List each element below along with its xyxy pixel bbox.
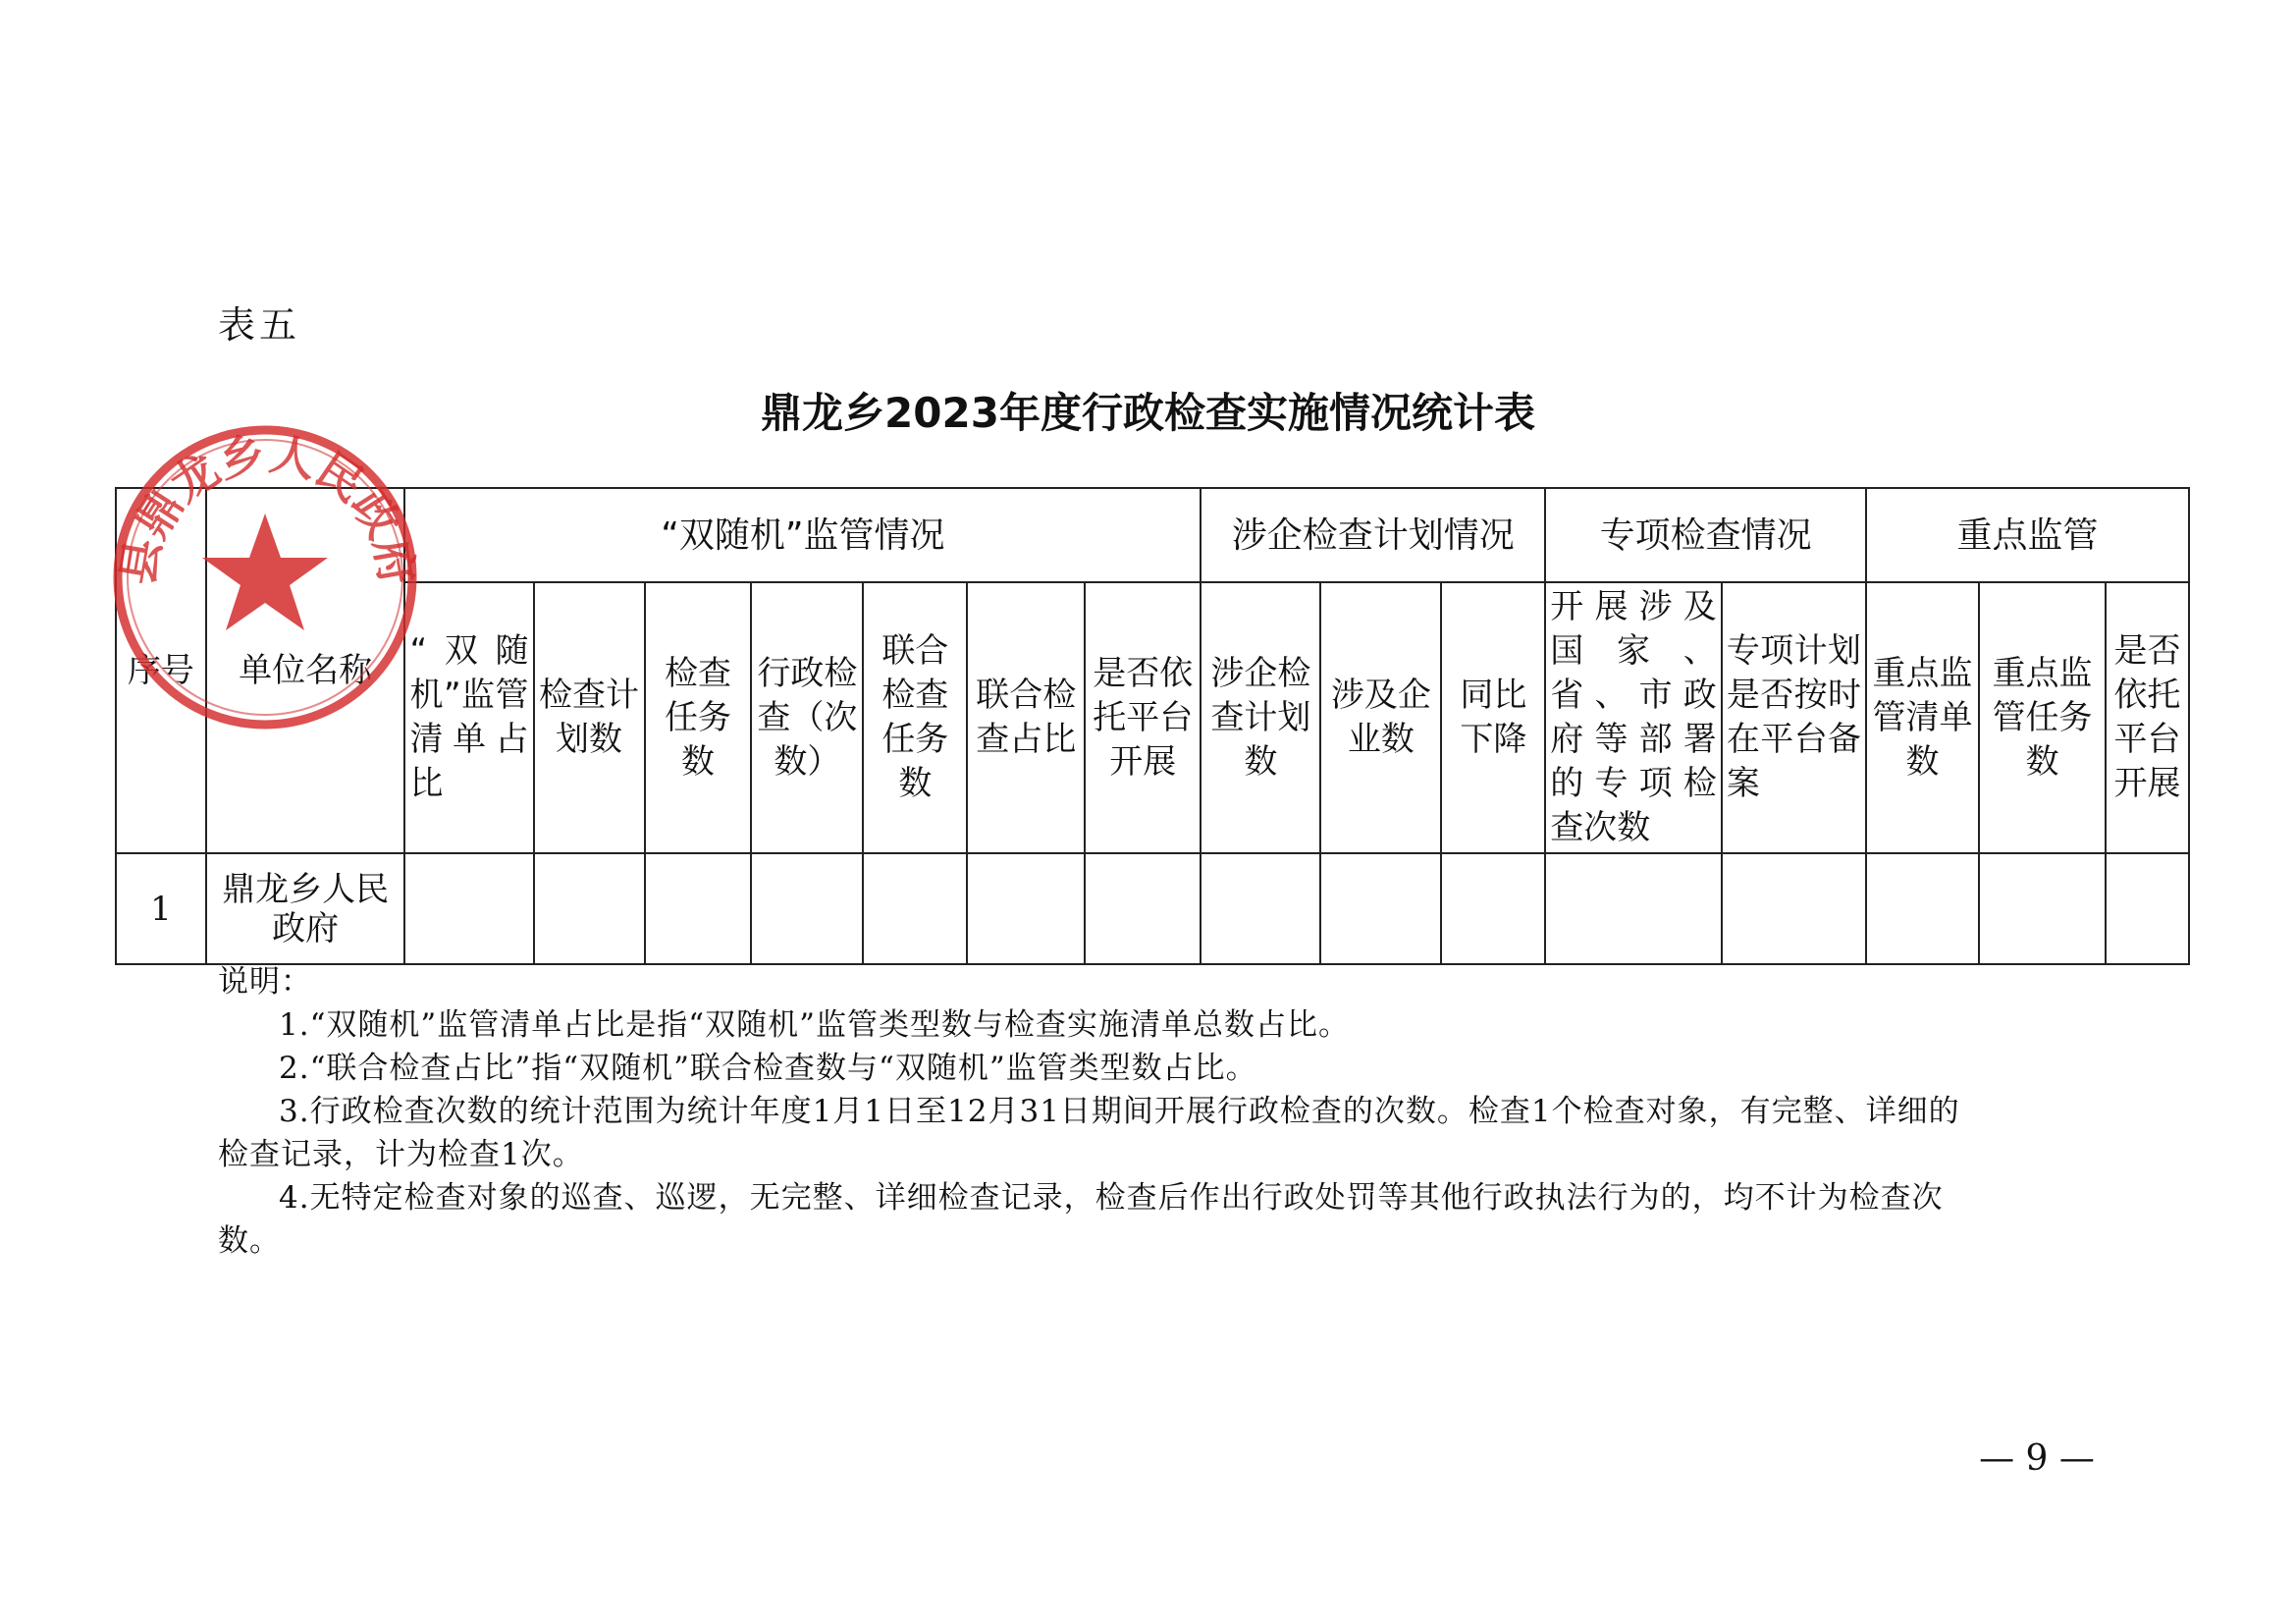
header-joint-tasks: 联合检查任务数 (863, 582, 967, 853)
header-key-task-count: 重点监管任务数 (1979, 582, 2106, 853)
note-item: 2.“联合检查占比”指“双随机”联合检查数与“双随机”监管类型数占比。 (279, 1051, 1257, 1086)
seal-text: 县鼎龙乡人民政府 (110, 426, 425, 589)
cell-joint-tasks (863, 853, 967, 964)
cell-special-filed (1722, 853, 1866, 964)
table-subheader-row (116, 582, 2189, 853)
cell-admin-inspections (751, 853, 863, 964)
header-plan-count: 检查计划数 (534, 582, 645, 853)
cell-ent-count (1320, 853, 1441, 964)
note-item: 1.“双随机”监管清单占比是指“双随机”监管类型数与检查实施清单总数占比。 (279, 1007, 1350, 1043)
header-special-filed: 专项计划是否按时在平台备案 (1722, 582, 1866, 853)
header-key-list-count: 重点监管清单数 (1866, 582, 1979, 853)
document-title: 鼎龙乡2023年度行政检查实施情况统计表 (761, 389, 1535, 437)
header-yoy-decline: 同比下降 (1441, 582, 1545, 853)
header-group-enterprise: 涉企检查计划情况 (1201, 488, 1545, 582)
cell-key-task-count (1979, 853, 2106, 964)
header-ent-plan-count: 涉企检查计划数 (1201, 582, 1320, 853)
header-special-count: 开展涉及国家、省、市政府等部署的专项检查次数 (1545, 582, 1722, 853)
header-joint-ratio: 联合检查占比 (967, 582, 1085, 853)
header-ent-count: 涉及企业数 (1320, 582, 1441, 853)
cell-special-count (1545, 853, 1722, 964)
header-group-random: “双随机”监管情况 (404, 488, 1201, 582)
header-key-platform: 是否依托平台开展 (2106, 582, 2189, 853)
header-random-list-ratio: “双随机”监管清单占比 (404, 582, 533, 853)
cell-random-platform (1085, 853, 1201, 964)
table-row (116, 853, 2189, 964)
header-task-count: 检查任务数 (645, 582, 752, 853)
header-group-special: 专项检查情况 (1545, 488, 1866, 582)
page-number: — 9 — (1979, 1438, 2095, 1479)
note-item: 3.行政检查次数的统计范围为统计年度1月1日至12月31日期间开展行政检查的次数。检查1个检查对象，有完整、详细的检查记录，计为检查1次。 (218, 1094, 1960, 1172)
cell-key-platform (2106, 853, 2189, 964)
cell-seq: 1 (116, 853, 206, 964)
table-label: 表五 (218, 303, 301, 347)
cell-task-count (645, 853, 752, 964)
cell-random-list-ratio (404, 853, 533, 964)
note-item: 4.无特定检查对象的巡查、巡逻，无完整、详细检查记录，检查后作出行政处罚等其他行政执法行为的，均不计为检查次数。 (218, 1180, 1944, 1259)
cell-joint-ratio (967, 853, 1085, 964)
cell-plan-count (534, 853, 645, 964)
cell-unit-name: 鼎龙乡人民政府 (206, 853, 405, 964)
cell-ent-plan-count (1201, 853, 1320, 964)
notes-section (218, 960, 1965, 1263)
header-admin-inspections: 行政检查（次数） (751, 582, 863, 853)
statistics-table (115, 487, 2190, 965)
header-seq: 序号 (116, 488, 206, 853)
header-random-platform: 是否依托平台开展 (1085, 582, 1201, 853)
notes-heading: 说明： (218, 964, 312, 1000)
header-group-key: 重点监管 (1866, 488, 2189, 582)
header-unit-name: 单位名称 (206, 488, 405, 853)
cell-yoy-decline (1441, 853, 1545, 964)
table-group-header-row (116, 488, 2189, 582)
cell-key-list-count (1866, 853, 1979, 964)
